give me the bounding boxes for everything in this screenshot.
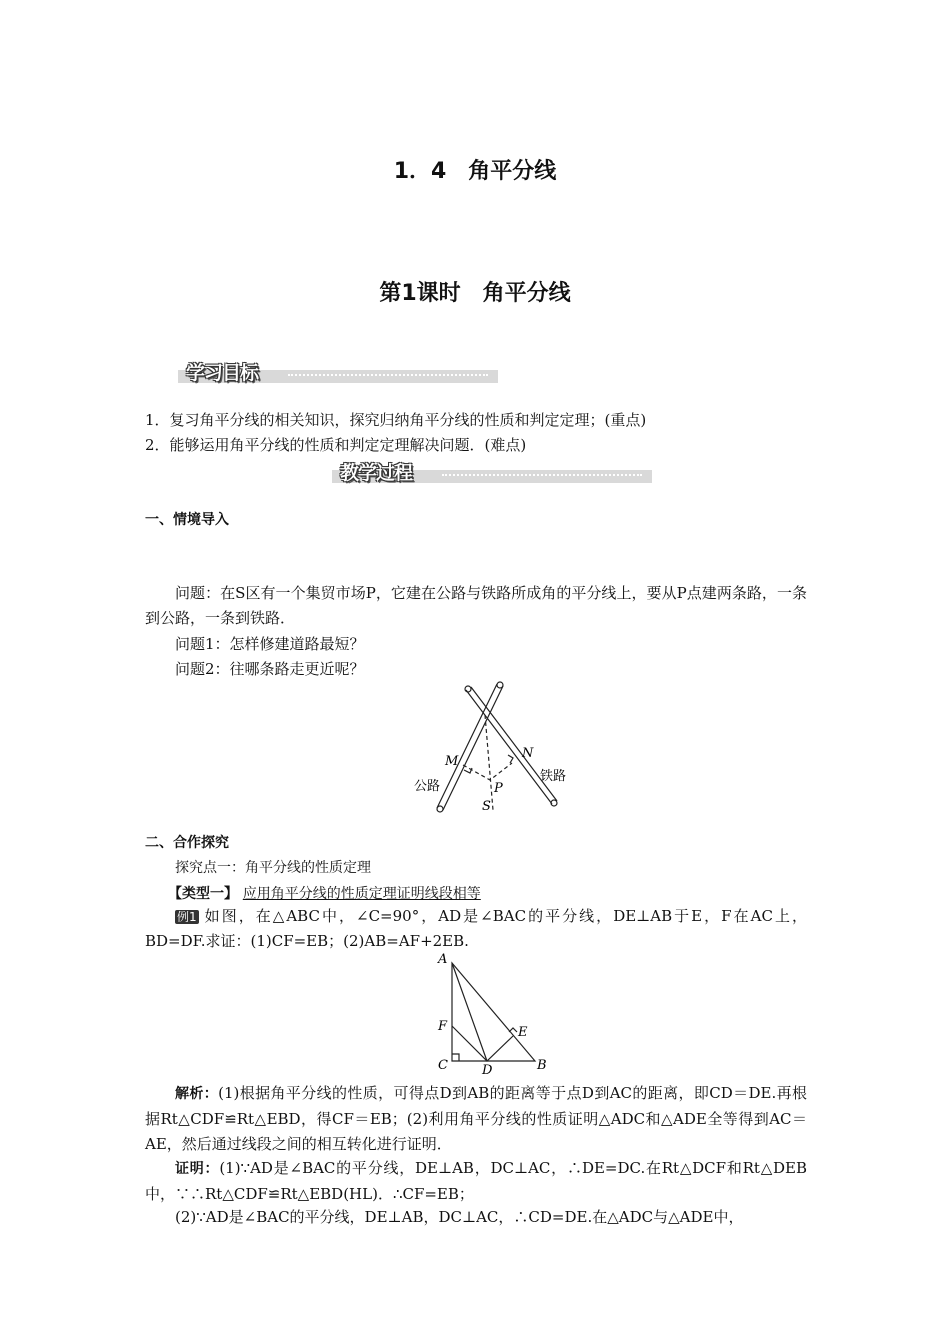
goals-label: 学习目标 <box>186 362 259 384</box>
question-text: 问题：在S区有一个集贸市场P，它建在公路与铁路所成角的平分线上，要从P点建两条路，一条到公路，一条到铁路． <box>145 584 807 627</box>
example-body: 如图，在△ABC中，∠C=90°，AD是∠BAC的平分线，DE⊥AB于E，F在AC上，BD=DF.求证：(1)CF=EB；(2)AB=AF+2EB. <box>145 907 807 950</box>
process-label: 教学过程 <box>340 462 413 484</box>
label-m: M <box>445 754 459 769</box>
section-heading: 二、合作探究 <box>145 835 229 851</box>
proof-label: 证明： <box>175 1161 220 1177</box>
type-label: 【类型一】 <box>168 886 238 902</box>
label-c: C <box>438 1058 448 1073</box>
analysis-text: (1)根据角平分线的性质，可得点D到AB的距离等于点D到AC的距离，即CD＝DE.再根据Rt△CDF≌Rt△EBD，得CF＝EB；(2)利用角平分线的性质证明△ADC和△ADE全等得到AC＝AE，然后通过线段之间的相互转化进行证明． <box>145 1084 808 1153</box>
label-rail: 铁路 <box>540 769 567 784</box>
analysis <box>145 1081 807 1157</box>
road-figure <box>400 680 600 820</box>
question-2: 问题2：往哪条路走更近呢？ <box>175 660 365 678</box>
proof-part-1 <box>145 1156 807 1207</box>
explore-point: 探究点一：角平分线的性质定理 <box>175 860 371 876</box>
label-d: D <box>482 1063 493 1078</box>
chapter-title: 1．4 角平分线 <box>393 159 557 184</box>
question-1: 问题1：怎样修建道路最短？ <box>175 635 365 653</box>
type-title: 应用角平分线的性质定理证明线段相等 <box>242 886 481 902</box>
example-text <box>145 904 807 954</box>
label-road: 公路 <box>414 779 441 794</box>
label-f: F <box>438 1019 448 1034</box>
label-s: S <box>482 799 491 814</box>
label-p: P <box>494 781 503 796</box>
analysis-label: 解析： <box>175 1086 219 1102</box>
proof-part-2: (2)∵AD是∠BAC的平分线，DE⊥AB，DC⊥AC，∴CD=DE.在△ADC与△ADE中， <box>175 1208 744 1226</box>
section-heading: 一、情境导入 <box>145 512 229 528</box>
proof-1-text: (1)∵AD是∠BAC的平分线，DE⊥AB，DC⊥AC，∴DE=DC.在Rt△DCF和Rt△DEB中，∵∴Rt△CDF≌Rt△EBD(HL)．∴CF=EB； <box>145 1159 807 1203</box>
label-e: E <box>518 1025 528 1040</box>
example-tag: 例1 <box>177 910 197 924</box>
process-banner <box>332 462 652 484</box>
lesson-title: 第1课时 角平分线 <box>379 281 571 306</box>
triangle-figure <box>420 948 560 1078</box>
goals-banner <box>178 362 498 384</box>
goal-item: 2．能够运用角平分线的性质和判定定理解决问题．(难点) <box>145 436 527 454</box>
label-b: B <box>537 1058 547 1073</box>
label-n: N <box>522 746 534 761</box>
goal-item: 1．复习角平分线的相关知识，探究归纳角平分线的性质和判定定理；(重点) <box>145 411 647 429</box>
label-a: A <box>438 952 448 967</box>
